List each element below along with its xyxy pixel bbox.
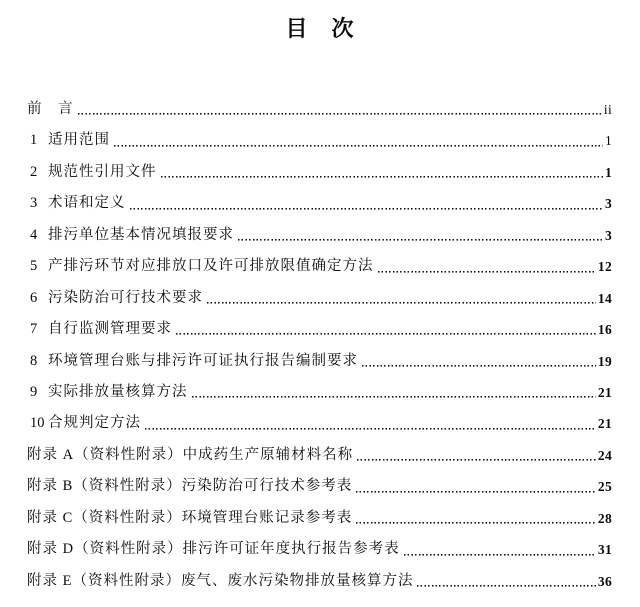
toc-entry-label: 合规判定方法 xyxy=(48,415,141,432)
toc-page-number: 12 xyxy=(597,259,612,275)
toc-entry-appendix-e[interactable] xyxy=(27,566,612,597)
toc-entry-label: 附录 B（资料性附录）污染防治可行技术参考表 xyxy=(27,478,353,495)
toc-entry-9[interactable] xyxy=(27,377,612,408)
toc-leader-dots xyxy=(207,283,596,314)
toc-page-number: 36 xyxy=(597,573,612,589)
toc-entry-appendix-d[interactable] xyxy=(27,534,612,565)
toc-entry-4[interactable] xyxy=(27,220,612,251)
toc-entry-label: 适用范围 xyxy=(48,132,110,149)
toc-entry-number: 8 xyxy=(30,352,38,369)
toc-page-number: 3 xyxy=(604,196,612,212)
toc-entry-number: 10 xyxy=(30,415,45,432)
toc-leader-dots xyxy=(192,377,596,408)
toc-page-number: 24 xyxy=(597,447,612,463)
toc-entry-appendix-b[interactable] xyxy=(27,471,612,502)
toc-entry-label: 污染防治可行技术要求 xyxy=(48,289,203,306)
toc-entry-7[interactable] xyxy=(27,314,612,345)
toc-entry-2[interactable] xyxy=(27,157,612,188)
toc-entry-label: 前 言 xyxy=(27,101,74,117)
toc-entry-label: 术语和定义 xyxy=(48,195,126,212)
toc-entry-number: 5 xyxy=(30,258,38,275)
toc-leader-dots xyxy=(176,314,596,345)
toc-entry-10[interactable] xyxy=(27,408,612,439)
toc-entry-label: 附录 C（资料性附录）环境管理台账记录参考表 xyxy=(27,509,353,526)
toc-leader-dots xyxy=(161,157,603,188)
toc-page-number: 31 xyxy=(597,542,612,558)
toc-entry-label: 实际排放量核算方法 xyxy=(48,383,188,400)
toc-leader-dots xyxy=(417,566,595,597)
toc-page-number: 28 xyxy=(597,510,612,526)
toc-page-number: 1 xyxy=(604,133,612,149)
toc-entry-3[interactable] xyxy=(27,188,612,219)
toc-page-number: 25 xyxy=(597,479,612,495)
toc-leader-dots xyxy=(362,346,596,377)
toc-page-number: 19 xyxy=(597,353,612,369)
toc-entry-5[interactable] xyxy=(27,251,612,282)
toc-entry-label: 自行监测管理要求 xyxy=(48,321,172,338)
toc-leader-dots xyxy=(357,440,596,471)
toc-entry-foreword[interactable] xyxy=(27,94,612,125)
toc-entry-label: 附录 D（资料性附录）排污许可证年度执行报告参考表 xyxy=(27,541,400,558)
toc-entry-number: 1 xyxy=(30,132,38,149)
toc-leader-dots xyxy=(378,251,596,282)
toc-entry-8[interactable] xyxy=(27,346,612,377)
toc-leader-dots xyxy=(404,534,596,565)
toc-entry-6[interactable] xyxy=(27,283,612,314)
toc-entry-number: 9 xyxy=(30,383,38,400)
toc-entry-label: 附录 E（资料性附录）废气、废水污染物排放量核算方法 xyxy=(27,572,414,589)
toc-page-number: 3 xyxy=(604,227,612,243)
toc xyxy=(27,94,612,597)
toc-page-number: 14 xyxy=(597,290,612,306)
toc-entry-appendix-c[interactable] xyxy=(27,503,612,534)
toc-leader-dots xyxy=(78,94,602,125)
toc-entry-number: 3 xyxy=(30,195,38,212)
toc-leader-dots xyxy=(238,220,603,251)
toc-entry-appendix-a[interactable] xyxy=(27,440,612,471)
toc-entry-number: 2 xyxy=(30,163,38,180)
toc-leader-dots xyxy=(130,188,603,219)
toc-entry-1[interactable] xyxy=(27,125,612,156)
toc-page-number: 1 xyxy=(604,164,612,180)
toc-page-number: 21 xyxy=(597,384,612,400)
toc-entry-label: 附录 A（资料性附录）中成药生产原辅材料名称 xyxy=(27,446,354,463)
toc-leader-dots xyxy=(356,471,596,502)
toc-leader-dots xyxy=(356,503,596,534)
toc-entry-label: 产排污环节对应排放口及许可排放限值确定方法 xyxy=(48,258,374,275)
toc-entry-number: 6 xyxy=(30,289,38,306)
toc-page-number: ii xyxy=(603,102,612,117)
page-title: 目 次 xyxy=(285,16,355,41)
toc-entry-number: 4 xyxy=(30,226,38,243)
toc-entry-number: 7 xyxy=(30,321,38,338)
toc-entry-label: 环境管理台账与排污许可证执行报告编制要求 xyxy=(48,352,358,369)
toc-entry-label: 排污单位基本情况填报要求 xyxy=(48,226,234,243)
toc-entry-label: 规范性引用文件 xyxy=(48,163,157,180)
toc-page-number: 16 xyxy=(597,322,612,338)
toc-leader-dots xyxy=(145,408,596,439)
toc-page-number: 21 xyxy=(597,416,612,432)
toc-leader-dots xyxy=(114,125,603,156)
